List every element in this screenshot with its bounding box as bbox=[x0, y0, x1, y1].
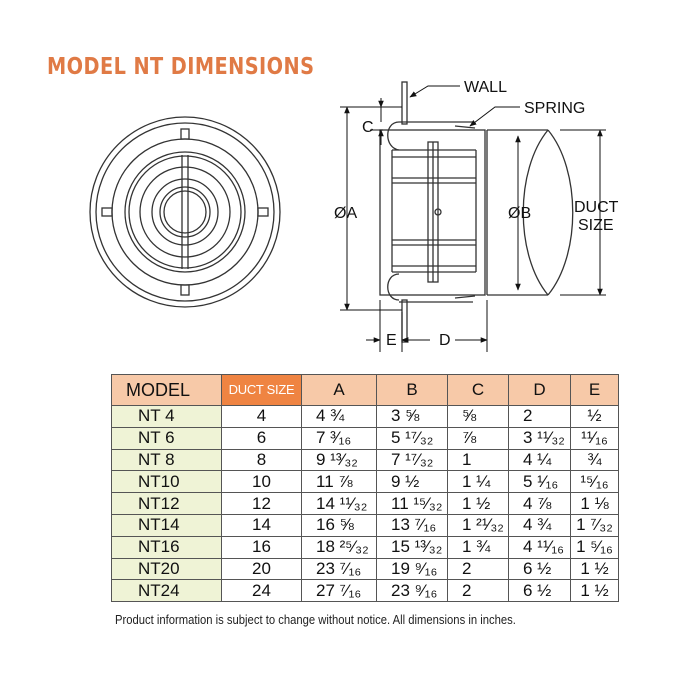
cell-d: 2 bbox=[509, 406, 571, 428]
table-row bbox=[112, 449, 619, 471]
cell-d: 6 ½ bbox=[509, 558, 571, 580]
cell-b: 5 ¹⁷⁄₃₂ bbox=[377, 427, 448, 449]
duct-size-label-2: SIZE bbox=[578, 217, 614, 234]
cell-duct-size: 10 bbox=[222, 471, 302, 493]
page-title: MODEL NT DIMENSIONS bbox=[47, 54, 315, 80]
table-row bbox=[112, 514, 619, 536]
cell-a: 14 ¹¹⁄₃₂ bbox=[302, 493, 377, 515]
cell-a: 23 ⁷⁄₁₆ bbox=[302, 558, 377, 580]
cell-a: 7 ³⁄₁₆ bbox=[302, 427, 377, 449]
header-a: A bbox=[302, 375, 377, 406]
cell-d: 4 ¹¹⁄₁₆ bbox=[509, 536, 571, 558]
cell-a: 16 ⅝ bbox=[302, 514, 377, 536]
cell-b: 19 ⁹⁄₁₆ bbox=[377, 558, 448, 580]
cell-e: ¾ bbox=[571, 449, 619, 471]
cell-duct-size: 16 bbox=[222, 536, 302, 558]
c-label: C bbox=[362, 119, 374, 136]
cell-model: NT 6 bbox=[112, 427, 222, 449]
cell-model: NT20 bbox=[112, 558, 222, 580]
cell-duct-size: 4 bbox=[222, 406, 302, 428]
cell-model: NT 8 bbox=[112, 449, 222, 471]
dimensions-table bbox=[111, 374, 619, 602]
cell-model: NT12 bbox=[112, 493, 222, 515]
cell-d: 6 ½ bbox=[509, 580, 571, 602]
cell-b: 15 ¹³⁄₃₂ bbox=[377, 536, 448, 558]
header-b: B bbox=[377, 375, 448, 406]
cell-duct-size: 24 bbox=[222, 580, 302, 602]
cell-model: NT14 bbox=[112, 514, 222, 536]
cell-a: 4 ¾ bbox=[302, 406, 377, 428]
cell-d: 3 ¹¹⁄₃₂ bbox=[509, 427, 571, 449]
cell-e: ¹¹⁄₁₆ bbox=[571, 427, 619, 449]
cell-b: 13 ⁷⁄₁₆ bbox=[377, 514, 448, 536]
d-label: D bbox=[439, 332, 451, 349]
table-row bbox=[112, 493, 619, 515]
cell-a: 18 ²⁵⁄₃₂ bbox=[302, 536, 377, 558]
cell-c: 1 ½ bbox=[448, 493, 509, 515]
front-view bbox=[90, 117, 280, 307]
cell-e: 1 ⅛ bbox=[571, 493, 619, 515]
cell-duct-size: 20 bbox=[222, 558, 302, 580]
cell-e: ½ bbox=[571, 406, 619, 428]
table-row bbox=[112, 427, 619, 449]
cell-duct-size: 6 bbox=[222, 427, 302, 449]
cell-c: 1 ¾ bbox=[448, 536, 509, 558]
cell-c: 1 bbox=[448, 449, 509, 471]
b-label: ØB bbox=[508, 205, 532, 222]
header-d: D bbox=[509, 375, 571, 406]
cell-b: 23 ⁹⁄₁₆ bbox=[377, 580, 448, 602]
cell-c: 2 bbox=[448, 580, 509, 602]
cell-e: ¹⁵⁄₁₆ bbox=[571, 471, 619, 493]
duct-size-label-1: DUCT bbox=[574, 199, 619, 216]
table-header-row bbox=[112, 375, 619, 406]
wall-label: WALL bbox=[464, 79, 507, 96]
a-label: ØA bbox=[334, 205, 358, 222]
cell-c: ⅞ bbox=[448, 427, 509, 449]
header-e: E bbox=[571, 375, 619, 406]
header-duct-size: DUCT SIZE bbox=[222, 375, 302, 406]
cell-e: 1 ½ bbox=[571, 558, 619, 580]
cell-b: 3 ⅝ bbox=[377, 406, 448, 428]
spring-label: SPRING bbox=[524, 100, 586, 117]
header-c: C bbox=[448, 375, 509, 406]
cell-duct-size: 8 bbox=[222, 449, 302, 471]
cell-d: 5 ¹⁄₁₆ bbox=[509, 471, 571, 493]
cell-model: NT24 bbox=[112, 580, 222, 602]
cell-model: NT16 bbox=[112, 536, 222, 558]
table-row bbox=[112, 536, 619, 558]
cell-duct-size: 14 bbox=[222, 514, 302, 536]
cell-a: 9 ¹³⁄₃₂ bbox=[302, 449, 377, 471]
cell-model: NT10 bbox=[112, 471, 222, 493]
cell-e: 1 ½ bbox=[571, 580, 619, 602]
footnote: Product information is subject to change without notice. All dimensions in inches. bbox=[115, 613, 516, 627]
table-row bbox=[112, 558, 619, 580]
cell-e: 1 ⁷⁄₃₂ bbox=[571, 514, 619, 536]
header-model: MODEL bbox=[112, 375, 222, 406]
cell-c: ⅝ bbox=[448, 406, 509, 428]
cell-d: 4 ¼ bbox=[509, 449, 571, 471]
cell-model: NT 4 bbox=[112, 406, 222, 428]
table-row bbox=[112, 580, 619, 602]
cell-e: 1 ⁵⁄₁₆ bbox=[571, 536, 619, 558]
cell-d: 4 ⅞ bbox=[509, 493, 571, 515]
cell-b: 11 ¹⁵⁄₃₂ bbox=[377, 493, 448, 515]
cell-duct-size: 12 bbox=[222, 493, 302, 515]
cell-a: 11 ⅞ bbox=[302, 471, 377, 493]
cell-c: 1 ²¹⁄₃₂ bbox=[448, 514, 509, 536]
e-label: E bbox=[386, 332, 397, 349]
table-row bbox=[112, 471, 619, 493]
table-row bbox=[112, 406, 619, 428]
cell-d: 4 ¾ bbox=[509, 514, 571, 536]
cell-b: 7 ¹⁷⁄₃₂ bbox=[377, 449, 448, 471]
cell-c: 2 bbox=[448, 558, 509, 580]
cell-b: 9 ½ bbox=[377, 471, 448, 493]
cell-c: 1 ¼ bbox=[448, 471, 509, 493]
cell-a: 27 ⁷⁄₁₆ bbox=[302, 580, 377, 602]
